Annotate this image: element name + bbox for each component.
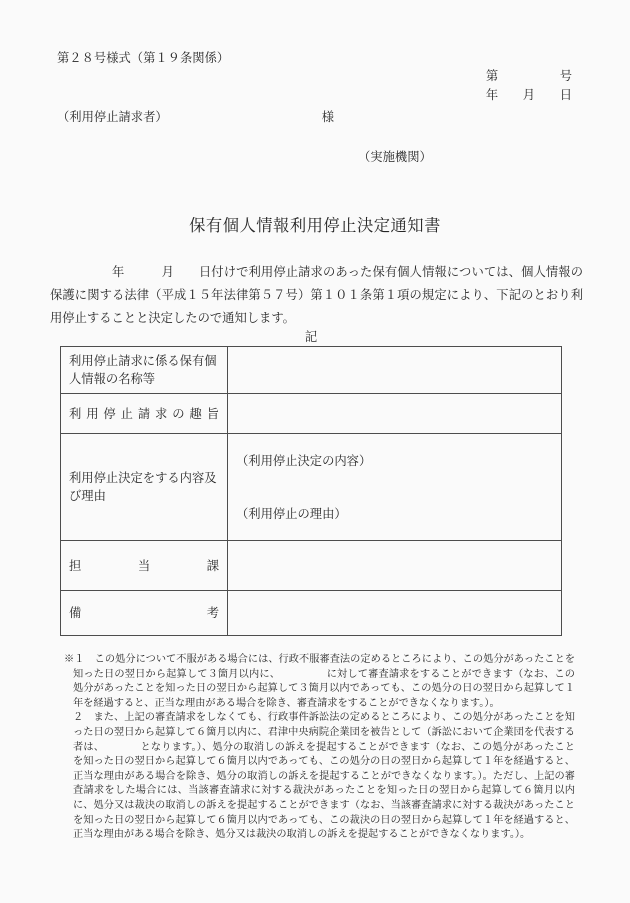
issuer-label: （実施機関） <box>358 150 432 164</box>
row-label-responsible-division: 担当課 <box>69 558 219 573</box>
row-label-name-of-information: 利用停止請求に係る保有個人情報の名称等 <box>69 354 217 386</box>
body-paragraph: 年 月 日付けで利用停止請求のあった保有個人情報については、個人情報の保護に関する法律（平成１５年法律第５７号）第１０１条第１項の規定により、下記のとおり利用停止することと決定したので通知します。 <box>50 265 583 325</box>
addressee-row <box>57 110 334 124</box>
table-row <box>61 541 562 591</box>
table-row <box>61 591 562 636</box>
field-purpose-of-request <box>228 394 562 434</box>
row-label-remarks: 備考 <box>69 606 219 620</box>
table-row <box>61 394 562 434</box>
table-row <box>61 347 562 394</box>
footnote-appeal-notice: ※１ この処分について不服がある場合には、行政不服審査法の定めるところにより、この処分があったことを知った日の翌日から起算して３箇月以内に、 に対して審査請求をすることができます（なお、この処分があったことを知った日の翌日から起算して３箇月以内であっても、この処分の日の翌日から起算して１年を経過すると、正当な理由がある場合を除き、審査請求をすることができなくなります。）。 <box>64 654 575 709</box>
field-name-of-information <box>228 347 562 394</box>
date-line: 年 月 日 <box>485 88 572 102</box>
subheading-decision-content: （利用停止決定の内容） <box>236 453 372 468</box>
main-table <box>60 346 562 636</box>
table-row <box>61 434 562 541</box>
document-number-line: 第 号 <box>485 69 572 83</box>
row-label-decision-content-reason: 利用停止決定をする内容及び理由 <box>69 471 217 503</box>
addressee-honorific: 様 <box>321 110 334 124</box>
footnote-lawsuit-notice: ２ また、上記の審査請求をしなくても、行政事件訴訟法の定めるところにより、この処分があったことを知った日の翌日から起算して６箇月以内に、君津中央病院企業団を被告として（訴訟において企業団を代表する者は、 となります。）、処分の取消しの訴えを提起することができます（なお、この処分があったことを知った日の翌日から起算して６箇月以内であっても、この処分の日の翌日から起算して１年を経過すると、正当な理由がある場合を除き、処分の取消しの訴えを提起することができなくなります。）。ただし、上記の審査請求をした場合には、当該審査請求に対する裁決があったことを知った日の翌日から起算して６箇月以内に、処分又は裁決の取消しの訴えを提起することができます（なお、当該審査請求に対する裁決があったことを知った日の翌日から起算して６箇月以内であっても、この裁決の日の翌日から起算して１年を経過すると、正当な理由がある場合を除き、処分又は裁決の取消しの訴えを提起することができなくなります。）。 <box>73 712 575 841</box>
field-responsible-division <box>228 541 562 591</box>
field-remarks <box>228 591 562 636</box>
footnotes <box>58 653 575 843</box>
record-marker: 記 <box>304 330 318 344</box>
row-label-purpose-of-request: 利用停止請求の趣旨 <box>69 406 219 421</box>
addressee-label: （利用停止請求者） <box>57 110 168 124</box>
field-decision-content-reason <box>228 434 562 541</box>
page-title: 保有個人情報利用停止決定通知書 <box>189 216 441 235</box>
form-number: 第２８号様式（第１９条関係） <box>57 51 230 65</box>
subheading-suspension-reason: （利用停止の理由） <box>236 506 347 521</box>
